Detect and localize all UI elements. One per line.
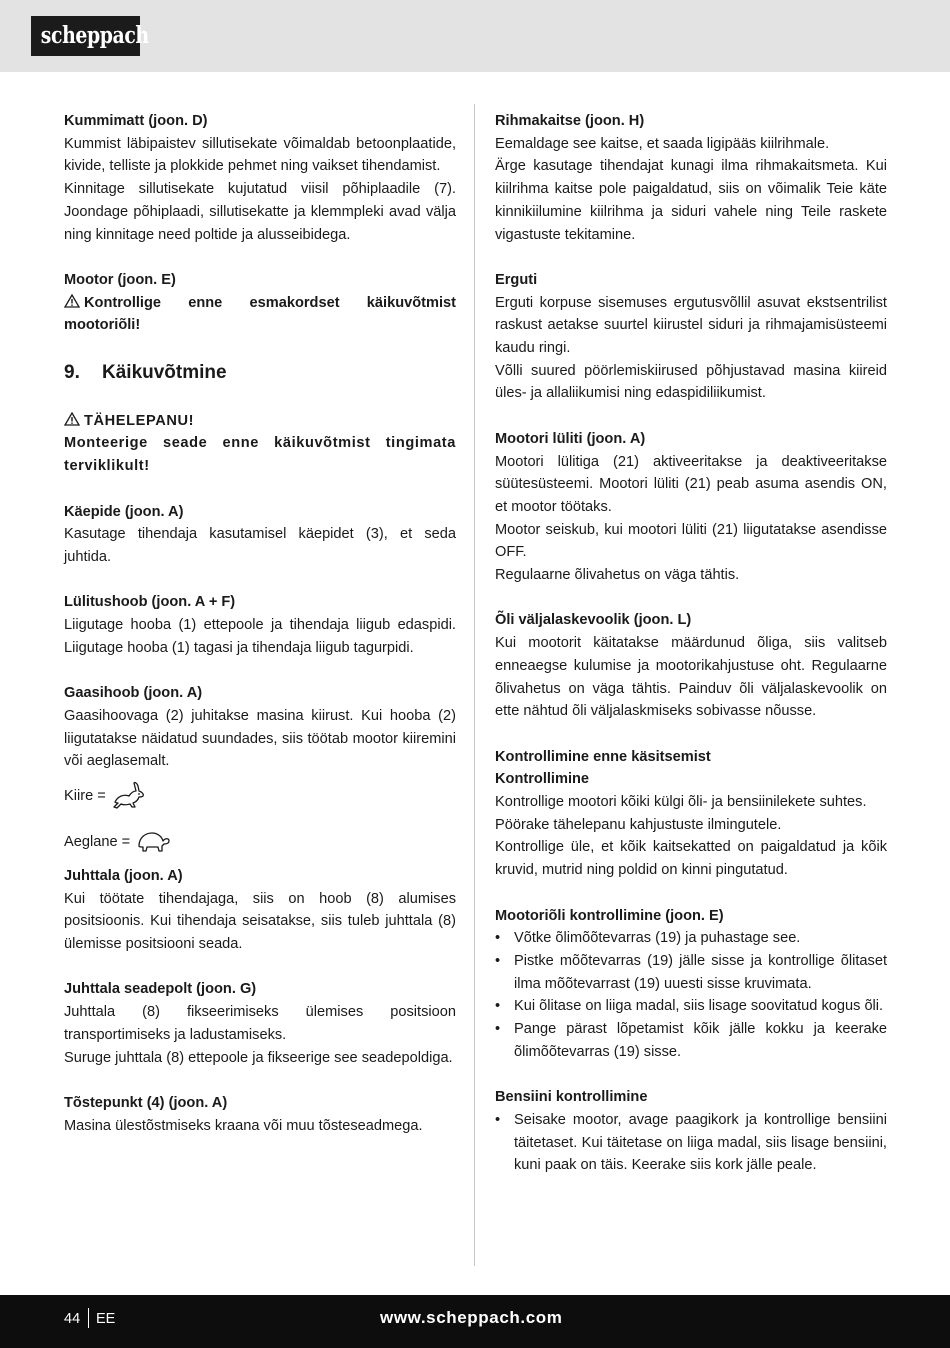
chapter-number: 9. — [64, 361, 80, 383]
fast-label: Kiire = — [64, 787, 106, 804]
section-seadepolt — [64, 978, 456, 1069]
paragraph: Ärge kasutage tihendajat kunagi ilma rihmakaitsmeta. Kui kiilrihma kaitse pole paigaldatud, siis on võimalik Teie käte kinnikiilumine kiilrihma ja siduri vahele ning Teile raskete vigastuste tekitamine. — [495, 158, 887, 243]
paragraph: Suruge juhttala (8) ettepoole ja fikseerige see seadepoldiga. — [64, 1049, 453, 1066]
section-rihmakaitse — [495, 110, 887, 246]
section-heading: Juhttala seadepolt (joon. G) — [64, 981, 257, 998]
section-oli-valjalaske — [495, 609, 887, 723]
attention-heading — [64, 410, 456, 433]
bullet-list — [495, 1109, 887, 1177]
section-tahelepanu — [64, 410, 456, 478]
paragraph: Kasutage tihendaja kasutamisel käepidet (3), et seda juhtida. — [64, 526, 456, 565]
list-item: • Kui õlitase on liiga madal, siis lisage soovitatud kogus õli. — [495, 995, 887, 1018]
fast-symbol-row — [64, 773, 456, 819]
slow-symbol-row — [64, 819, 456, 865]
section-heading: Erguti — [495, 271, 538, 288]
logo-text: scheppach — [40, 22, 149, 49]
scheppach-logo — [31, 16, 149, 56]
warning-label: Kontrollige enne esmakordset käikuvõtmist mootoriõli! — [64, 294, 456, 334]
section-heading: Kontrollimine enne käsitsemist — [495, 748, 711, 765]
paragraph: Eemaldage see kaitse, et saada ligipääs kiilrihmale. — [495, 135, 830, 152]
paragraph: Pöörake tähelepanu kahjustuste ilmingutele. — [495, 816, 782, 833]
paragraph: Liigutage hooba (1) ettepoole ja tihendaja liigub edaspidi. Liigutage hooba (1) tagasi ja tihendaja liigub tagurpidi. — [64, 617, 456, 656]
section-heading: Tõstepunkt (4) (joon. A) — [64, 1094, 228, 1111]
slow-label: Aeglane = — [64, 833, 131, 850]
warning-triangle-icon — [64, 412, 80, 426]
attention-label: TÄHELEPANU! — [84, 412, 195, 429]
footer-bar — [0, 1295, 950, 1348]
attention-text: Monteerige seade enne käikuvõtmist tingimata terviklikult! — [64, 435, 456, 475]
section-mootori-luliti — [495, 428, 887, 587]
column-divider — [474, 104, 475, 1266]
section-heading: Mootori lüliti (joon. A) — [495, 430, 646, 447]
footer-separator — [88, 1308, 89, 1328]
bullet-list — [495, 927, 887, 1063]
paragraph: Kummist läbipaistev sillutisekate võimaldab betoonplaatide, kivide, telliste ja plokkide pehmet ning vaikset tihendamist. — [64, 135, 456, 175]
paragraph: Kontrollige üle, et kõik kaitsekatted on paigaldatud ja kõik kruvid, mutrid ning poldid on kinni pingutatud. — [495, 839, 887, 879]
top-bar — [0, 0, 950, 72]
chapter-title: Käikuvõtmine — [102, 361, 227, 383]
paragraph: Mootori lülitiga (21) aktiveeritakse ja deaktiveeritakse süütesüsteemi. Mootori lüliti (21) peab asuma asendis ON, et mootor töötaks. — [495, 453, 887, 515]
warning-triangle-icon — [64, 294, 80, 308]
section-bensiini — [495, 1086, 887, 1177]
section-heading: Lülitushoob (joon. A + F) — [64, 594, 236, 611]
paragraph: Kui töötate tihendajaga, siis on hoob (8) alumises positsioonis. Kui tihendaja seisatakse, siis tuleb juhttala (8) ülemisse positsiooni seada. — [64, 890, 456, 953]
paragraph: Kontrollige mootori kõiki külgi õli- ja bensiinilekete suhtes. — [495, 794, 867, 811]
website-link[interactable]: www.scheppach.com — [380, 1308, 563, 1327]
paragraph: Gaasihoovaga (2) juhitakse masina kiirust. Kui hooba (2) liigutatakse näidatud suundades, siis töötab mootor kiiremini või aeglasemalt. — [64, 707, 456, 770]
warning-text — [64, 292, 456, 337]
section-heading: Juhttala (joon. A) — [64, 867, 183, 884]
turtle-icon — [136, 828, 170, 856]
section-heading: Käepide (joon. A) — [64, 503, 184, 520]
list-item: • Pistke mõõtevarras (19) jälle sisse ja kontrollige õlitaset ilma mõõtevarrast (19) uuesti sisse kruvimata. — [495, 950, 887, 995]
paragraph: Kinnitage sillutisekate kujutatud viisil põhiplaadile (7). Joondage põhiplaadi, sillutisekatte ja klemmpleki avad välja ning kinnitage need poltide ja alusseibidega. — [64, 181, 456, 243]
section-subheading: Kontrollimine — [495, 771, 590, 788]
paragraph: Erguti korpuse sisemuses ergutusvõllil asuvat ekstsentrilist raskust aetakse suurtel kiirustel siduri ja rihmajamisüsteemi kaudu ringi. — [495, 294, 887, 357]
chapter-heading — [64, 360, 456, 386]
section-erguti — [495, 269, 887, 405]
paragraph: Juhttala (8) fikseerimiseks ülemises positsioon transportimiseks ja ladustamiseks. — [64, 1004, 456, 1043]
section-tostepunkt — [64, 1092, 456, 1137]
list-item: • Võtke õlimõõtevarras (19) ja puhastage see. — [495, 927, 887, 950]
section-heading: Rihmakaitse (joon. H) — [495, 113, 645, 129]
section-mootorioli — [495, 905, 887, 1064]
paragraph: Regulaarne õlivahetus on väga tähtis. — [495, 567, 740, 584]
section-heading: Kummimatt (joon. D) — [64, 113, 208, 129]
section-kummimatt — [64, 110, 456, 246]
left-column — [64, 110, 456, 1160]
paragraph: Võlli suured pöörlemiskiirused põhjustavad masina kiireid üles- ja allaliikumisi ning edaspidiliikumist. — [495, 362, 887, 402]
page-number: 44 — [64, 1311, 81, 1327]
list-item: • Seisake mootor, avage paagikork ja kontrollige bensiini täitetaset. Kui täitetase on liiga madal, siis lisage bensiini, kuni paak on täis. Keerake siis kork jälle peale. — [495, 1109, 887, 1177]
section-heading: Õli väljalaskevoolik (joon. L) — [495, 612, 692, 629]
language-code: EE — [96, 1311, 116, 1327]
section-kaepide — [64, 501, 456, 569]
paragraph: Masina ülestõstmiseks kraana või muu tõsteseadmega. — [64, 1117, 423, 1134]
section-kontrollimine — [495, 746, 887, 882]
section-heading: Bensiini kontrollimine — [495, 1089, 648, 1106]
section-heading: Mootor (joon. E) — [64, 271, 176, 288]
paragraph: Kui mootorit käitatakse määrdunud õliga, siis valitseb enneaegse kulumise ja mootorikahjustuse oht. Regulaarne õlivahetus on väga tähtis. Painduv õli väljalaskevoolik on ette nähtud õli väljalaskmiseks sobivasse nõusse. — [495, 635, 887, 720]
section-mootor — [64, 269, 456, 337]
section-lulitushoob — [64, 591, 456, 659]
section-gaasihoob — [64, 682, 456, 865]
paragraph: Mootor seiskub, kui mootori lüliti (21) liigutatakse asendisse OFF. — [495, 521, 887, 561]
section-heading: Mootoriõli kontrollimine (joon. E) — [495, 907, 724, 924]
right-column — [495, 110, 887, 1200]
list-item: • Pange pärast lõpetamist kõik jälle kokku ja keerake õlimõõtevarras (19) sisse. — [495, 1018, 887, 1063]
section-juhttala — [64, 865, 456, 956]
section-heading: Gaasihoob (joon. A) — [64, 685, 203, 702]
rabbit-icon — [112, 780, 146, 812]
